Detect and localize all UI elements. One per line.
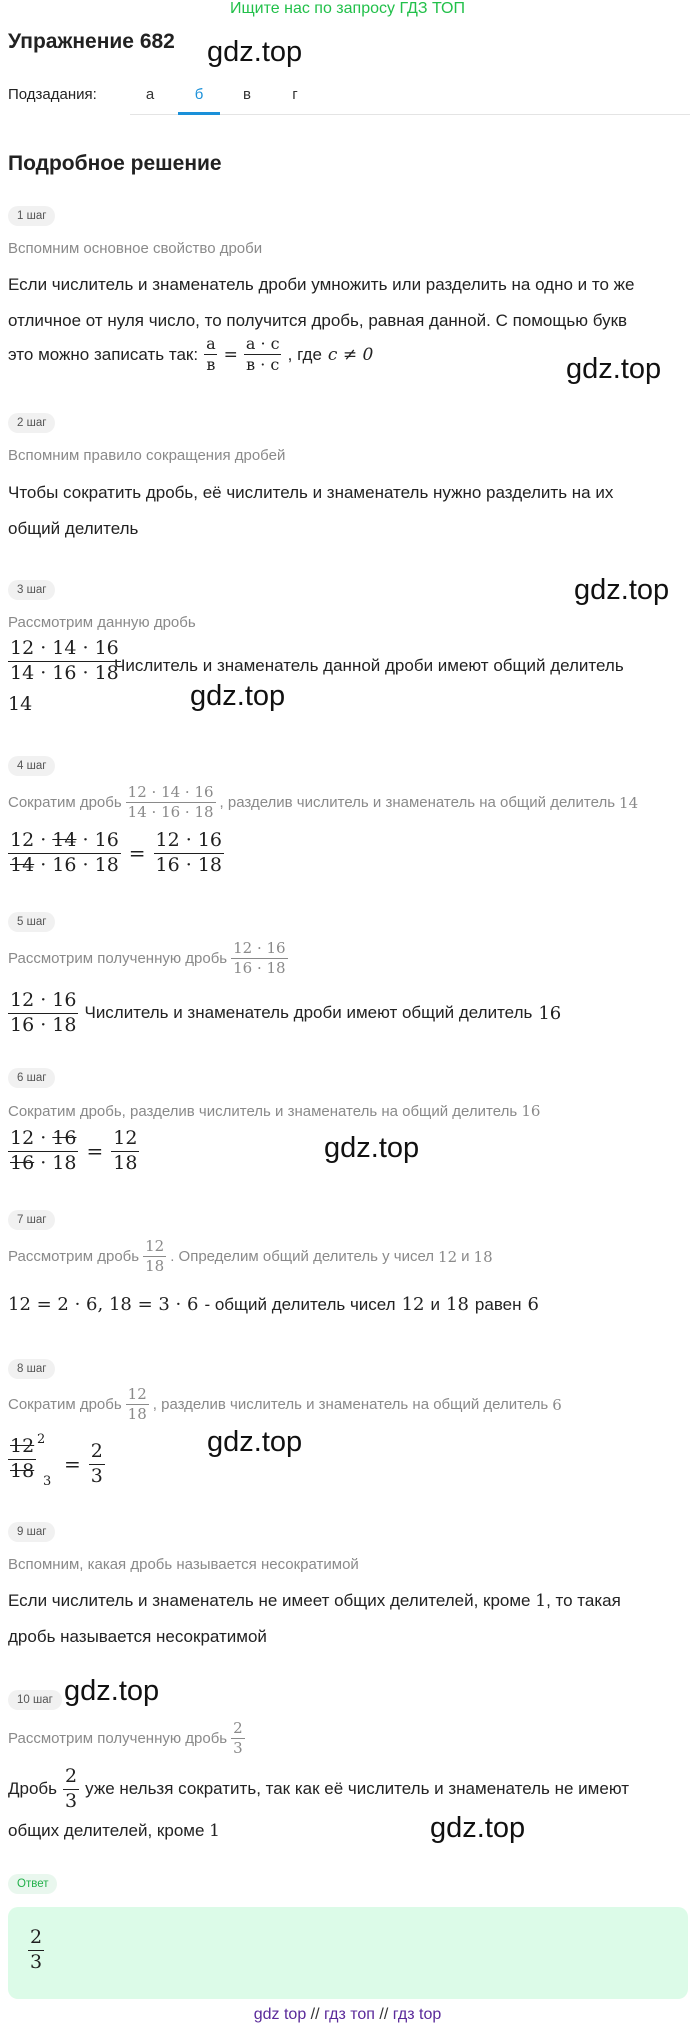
footer-separator: // xyxy=(310,2006,320,2023)
step-text: это можно записать так: xyxy=(8,344,199,364)
step-text: Числитель и знаменатель данной дроби имеют общий делитель xyxy=(114,656,624,675)
step-badge: 3 шаг xyxy=(8,580,55,600)
term: 12 · xyxy=(10,1127,53,1149)
math-number: 6 xyxy=(527,1294,539,1315)
step-badge: 6 шаг xyxy=(8,1068,55,1088)
denominator: 16 · 18 xyxy=(10,1013,77,1036)
step-hint-row xyxy=(8,784,638,822)
fraction xyxy=(8,638,121,685)
footer-link-gdz-top-ru[interactable]: гдз топ xyxy=(324,2006,375,2023)
term: 12 · xyxy=(10,829,53,851)
term: · 18 xyxy=(34,1151,77,1174)
step-text: и xyxy=(430,1294,441,1314)
denominator: 18 xyxy=(113,1151,138,1174)
fraction-row xyxy=(8,638,121,685)
numerator: 2 xyxy=(30,1926,43,1948)
term: · 16 · 18 xyxy=(34,853,119,876)
watermark: gdz.top xyxy=(566,353,662,385)
step-hint: Сократим дробь, разделив числитель и знаменатель на общий делитель xyxy=(8,1103,518,1120)
math-expression: 12 = 2 · 6, 18 = 3 · 6 xyxy=(8,1294,199,1315)
formula-row xyxy=(8,335,373,375)
term: · 16 xyxy=(76,829,119,851)
numerator xyxy=(8,1128,78,1151)
equals-sign: = xyxy=(223,344,238,365)
fraction xyxy=(8,1436,36,1483)
watermark: gdz.top xyxy=(64,1675,160,1707)
fraction xyxy=(111,1128,139,1175)
step-text: , где xyxy=(287,344,322,364)
watermark: gdz.top xyxy=(324,1132,420,1164)
step-hint-row xyxy=(8,1102,540,1120)
answer-badge: Ответ xyxy=(8,1874,57,1894)
equals-sign: = xyxy=(128,841,146,866)
step-text: Чтобы сократить дробь, её числитель и знаменатель нужно разделить на их xyxy=(8,483,614,502)
fraction xyxy=(126,1386,149,1424)
step-text-row xyxy=(8,1821,220,1841)
step-text-row xyxy=(8,1766,629,1813)
step-text-row xyxy=(8,1294,539,1315)
footer-links xyxy=(0,2006,695,2024)
numerator: 12 · 16 xyxy=(233,939,286,957)
crossed-numerator: 12 xyxy=(10,1435,35,1457)
step-hint: Рассмотрим полученную дробь xyxy=(8,1730,228,1748)
step-hint-row xyxy=(8,1386,562,1424)
denominator: 18 xyxy=(127,1405,147,1424)
fraction xyxy=(143,1238,166,1276)
math-number: 16 xyxy=(521,1102,541,1120)
fraction xyxy=(231,940,287,978)
math-number: 1 xyxy=(535,1591,547,1611)
step-text: Если числитель и знаменатель не имеет общих делителей, кроме xyxy=(8,1591,531,1610)
math-number: 1 xyxy=(209,1821,220,1841)
fraction xyxy=(8,990,78,1037)
step-hint: . Определим общий делитель у чисел xyxy=(170,1248,435,1266)
reduction-row xyxy=(8,1432,105,1492)
step-badge: 10 шаг xyxy=(8,1690,62,1710)
crossed-denominator: 18 xyxy=(10,1459,35,1482)
step-badge: 9 шаг xyxy=(8,1522,55,1542)
fraction xyxy=(63,1766,79,1813)
step-hint: Сократим дробь xyxy=(8,794,122,812)
numerator: 12 · 14 · 16 xyxy=(127,783,214,801)
tab-a[interactable]: а xyxy=(145,86,155,103)
numerator xyxy=(8,830,121,853)
footer-link-gdz-top[interactable]: gdz top xyxy=(253,2006,307,2023)
numerator: 2 xyxy=(233,1719,243,1737)
tab-b[interactable]: б xyxy=(194,86,204,103)
tab-v[interactable]: в xyxy=(243,86,251,103)
step-badge: 2 шаг xyxy=(8,413,55,433)
step-hint-row xyxy=(8,1720,245,1758)
step-text: общих делителей, кроме xyxy=(8,1821,205,1840)
watermark: gdz.top xyxy=(190,680,286,712)
math-number: 18 xyxy=(446,1294,469,1315)
step-hint: Вспомним правило сокращения дробей xyxy=(8,447,286,464)
reduced-numerator: 2 xyxy=(37,1432,46,1447)
math-number: 12 xyxy=(438,1247,458,1266)
watermark: gdz.top xyxy=(574,574,670,606)
math-number: 14 xyxy=(619,793,639,812)
reduction-row xyxy=(8,830,224,877)
denominator: 16 · 18 xyxy=(233,959,286,978)
denominator: 3 xyxy=(233,1739,243,1758)
numerator: a xyxy=(206,334,216,353)
numerator: 12 xyxy=(113,1127,138,1149)
step-text: Числитель и знаменатель дроби имеют общий делитель xyxy=(84,1003,533,1023)
step-text: - общий делитель чисел xyxy=(204,1294,396,1314)
denominator: в xyxy=(206,355,216,375)
step-badge: 1 шаг xyxy=(8,206,55,226)
step-text: Если числитель и знаменатель дроби умножить или разделить на одно и то же xyxy=(8,275,635,294)
watermark: gdz.top xyxy=(207,36,303,68)
step-hint: , разделив числитель и знаменатель на общий делитель xyxy=(219,794,616,812)
denominator xyxy=(8,1151,78,1175)
step-badge: 7 шаг xyxy=(8,1210,55,1230)
crossed-term: 14 xyxy=(10,853,35,876)
step-text: общий делитель xyxy=(8,519,139,538)
step-hint: и xyxy=(461,1248,470,1266)
watermark: gdz.top xyxy=(207,1426,303,1458)
numerator: 12 · 14 · 16 xyxy=(10,637,119,659)
step-text: Дробь xyxy=(8,1779,58,1799)
step-hint: Рассмотрим полученную дробь xyxy=(8,950,228,968)
math-number: 18 xyxy=(473,1247,493,1266)
numerator: 12 xyxy=(127,1385,147,1403)
section-title: Подробное решение xyxy=(8,152,222,175)
footer-separator: // xyxy=(379,2006,389,2023)
denominator xyxy=(8,853,121,877)
math-number: 16 xyxy=(538,1002,562,1024)
step-hint-row xyxy=(8,1238,493,1276)
step-text-row xyxy=(8,1591,621,1611)
step-hint: Вспомним основное свойство дроби xyxy=(8,240,263,257)
fraction-row xyxy=(8,990,561,1037)
step-badge: 4 шаг xyxy=(8,756,55,776)
denominator: 3 xyxy=(30,1950,43,1973)
step-hint: Сократим дробь xyxy=(8,1396,122,1414)
subtasks-label: Подзадания: xyxy=(8,86,97,103)
step-hint: Рассмотрим данную дробь xyxy=(8,614,196,631)
footer-link-gdz-top-mixed[interactable]: гдз top xyxy=(392,2006,442,2023)
fraction xyxy=(204,335,218,375)
crossed-term: 16 xyxy=(10,1151,35,1174)
denominator: 14 · 16 · 18 xyxy=(10,661,119,684)
denominator: 16 · 18 xyxy=(155,853,223,876)
fraction xyxy=(8,830,121,877)
crossed-fraction xyxy=(8,1432,56,1492)
fraction xyxy=(231,1720,245,1758)
step-text: дробь называется несократимой xyxy=(8,1627,267,1646)
denominator: в · c xyxy=(246,355,280,375)
math-number: 12 xyxy=(401,1294,425,1315)
denominator: 18 xyxy=(145,1257,165,1276)
step-hint: Рассмотрим дробь xyxy=(8,1248,140,1266)
denominator: 3 xyxy=(90,1464,103,1487)
reduced-denominator: 3 xyxy=(43,1474,52,1489)
denominator: 14 · 16 · 18 xyxy=(127,803,214,822)
step-text: уже нельзя сократить, так как её числитель и знаменатель не имеют xyxy=(85,1779,629,1799)
numerator: 12 xyxy=(145,1237,165,1255)
step-hint-row xyxy=(8,940,288,978)
denominator: 3 xyxy=(65,1789,78,1812)
math-number: 14 xyxy=(8,693,33,715)
crossed-term: 14 xyxy=(52,829,77,851)
step-badge: 8 шаг xyxy=(8,1359,55,1379)
step-hint: Вспомним, какая дробь называется несократимой xyxy=(8,1556,359,1573)
numerator: 2 xyxy=(65,1765,78,1787)
numerator: 12 · 16 xyxy=(10,989,77,1011)
watermark: gdz.top xyxy=(430,1812,526,1844)
fraction xyxy=(8,1128,78,1175)
fraction xyxy=(126,784,216,822)
fraction xyxy=(89,1441,105,1488)
step-text: равен xyxy=(474,1294,522,1314)
reduction-row xyxy=(8,1128,139,1175)
step-badge: 5 шаг xyxy=(8,912,55,932)
step-text: отличное от нуля число, то получится дробь, равная данной. С помощью букв xyxy=(8,311,628,330)
equals-sign: = xyxy=(64,1452,81,1476)
fraction xyxy=(154,830,224,877)
fraction xyxy=(244,335,282,375)
answer-fraction xyxy=(28,1927,44,1974)
numerator: 12 · 16 xyxy=(155,829,223,851)
step-text: , то такая xyxy=(546,1591,621,1610)
step-hint: , разделив числитель и знаменатель на общий делитель xyxy=(152,1396,549,1414)
tab-g[interactable]: г xyxy=(292,86,298,103)
equals-sign: = xyxy=(86,1139,104,1164)
crossed-term: 16 xyxy=(52,1127,77,1149)
math-number: 6 xyxy=(552,1395,562,1414)
answer-box xyxy=(8,1907,688,1999)
page-title: Упражнение 682 xyxy=(8,30,175,53)
promo-banner: Ищите нас по запросу ГДЗ ТОП xyxy=(230,0,465,17)
active-tab-indicator xyxy=(178,112,220,115)
numerator: 2 xyxy=(90,1439,103,1462)
numerator: a · c xyxy=(245,334,280,353)
condition: c ≠ 0 xyxy=(327,344,374,365)
